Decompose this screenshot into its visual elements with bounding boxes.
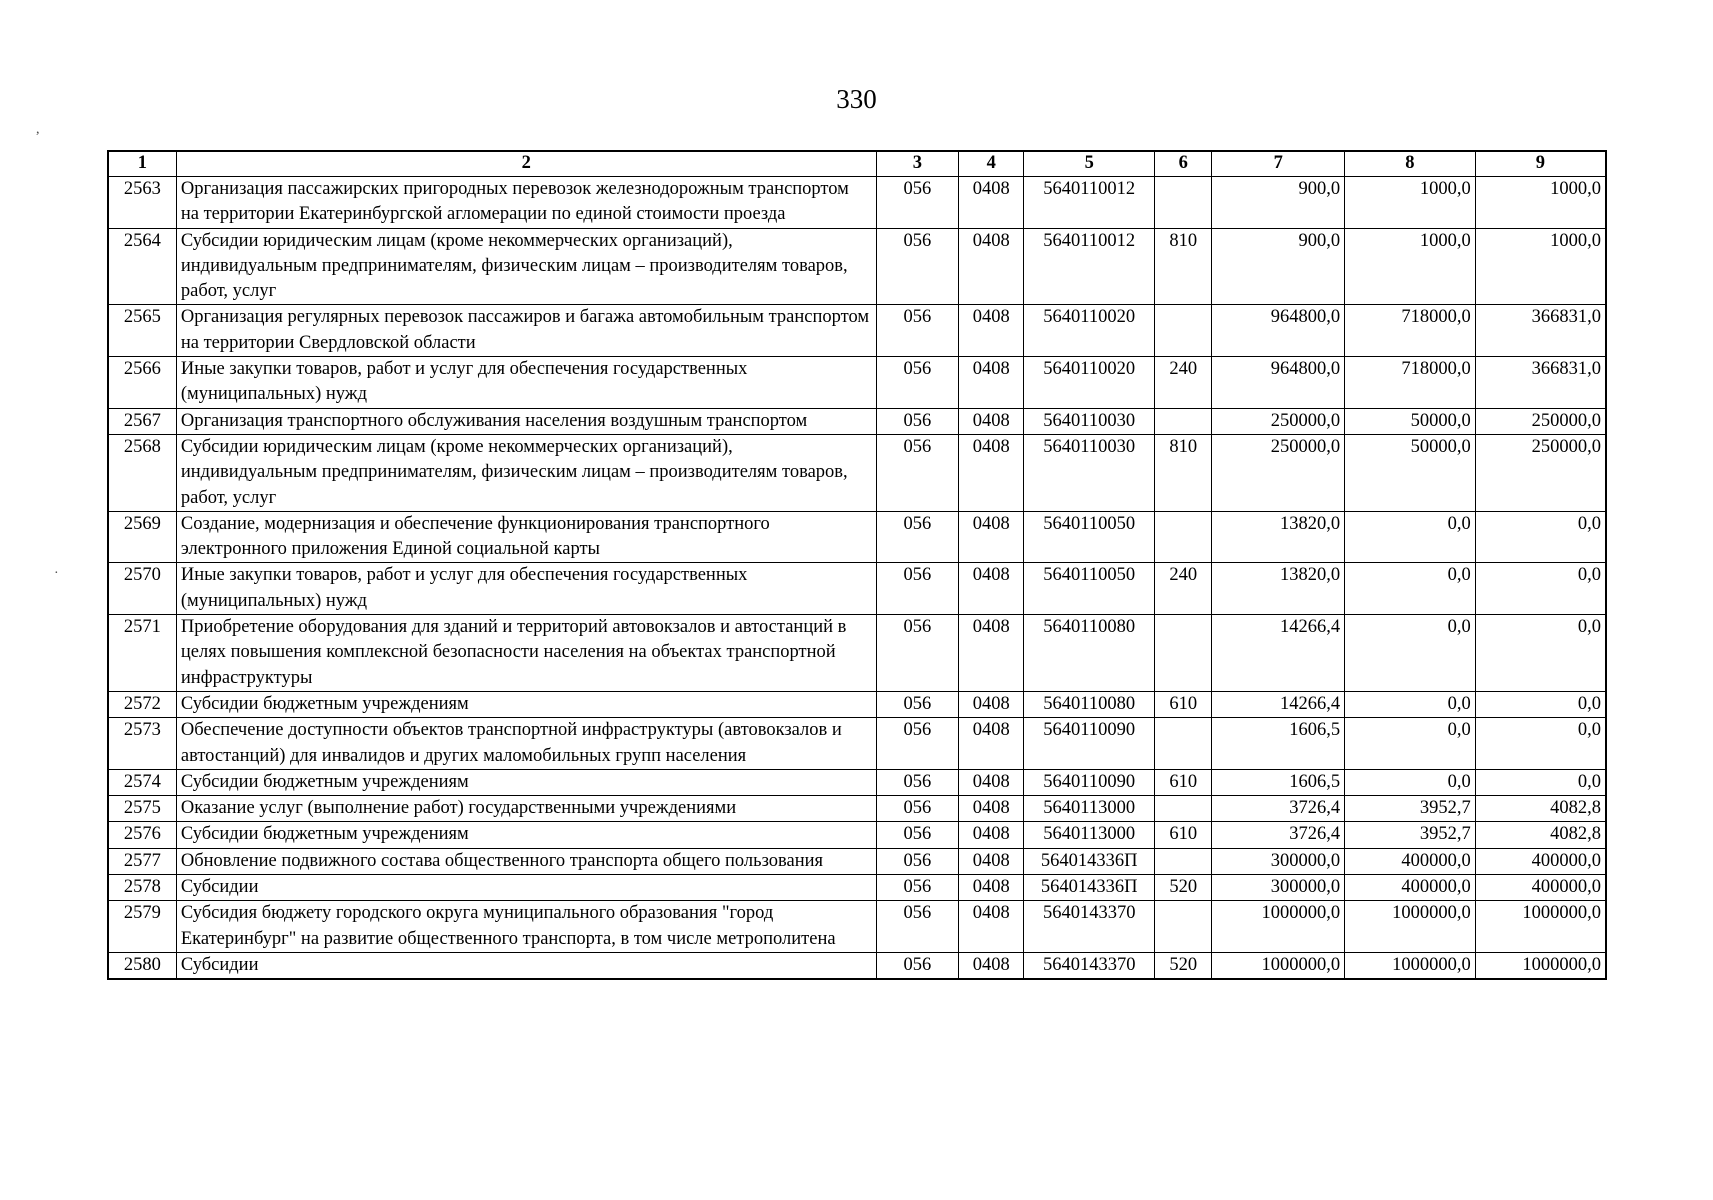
row-name: Субсидии <box>176 875 876 901</box>
value-col-9: 0,0 <box>1475 691 1606 717</box>
value-col-9: 1000000,0 <box>1475 952 1606 979</box>
code-ministry: 056 <box>876 796 958 822</box>
value-col-7: 300000,0 <box>1212 848 1345 874</box>
value-col-8: 400000,0 <box>1345 848 1476 874</box>
code-expense-type: 610 <box>1155 691 1212 717</box>
code-target: 5640110090 <box>1024 718 1155 770</box>
col-header-3: 3 <box>876 151 958 177</box>
code-target: 5640143370 <box>1024 952 1155 979</box>
value-col-9: 0,0 <box>1475 511 1606 563</box>
code-ministry: 056 <box>876 357 958 409</box>
value-col-8: 3952,7 <box>1345 822 1476 848</box>
value-col-8: 1000,0 <box>1345 228 1476 305</box>
code-ministry: 056 <box>876 691 958 717</box>
value-col-8: 1000000,0 <box>1345 901 1476 953</box>
code-section: 0408 <box>959 875 1024 901</box>
row-number: 2576 <box>108 822 176 848</box>
value-col-9: 1000000,0 <box>1475 901 1606 953</box>
table-row <box>108 848 1606 874</box>
code-section: 0408 <box>959 952 1024 979</box>
value-col-8: 0,0 <box>1345 511 1476 563</box>
value-col-9: 4082,8 <box>1475 796 1606 822</box>
code-ministry: 056 <box>876 615 958 692</box>
table-row <box>108 563 1606 615</box>
row-number: 2566 <box>108 357 176 409</box>
table-row <box>108 305 1606 357</box>
value-col-8: 718000,0 <box>1345 305 1476 357</box>
code-target: 5640110050 <box>1024 563 1155 615</box>
value-col-9: 0,0 <box>1475 615 1606 692</box>
code-target: 5640110012 <box>1024 228 1155 305</box>
row-number: 2572 <box>108 691 176 717</box>
table-row <box>108 434 1606 511</box>
col-header-8: 8 <box>1345 151 1476 177</box>
row-name: Иные закупки товаров, работ и услуг для обеспечения государственных (муниципальных) нужд <box>176 563 876 615</box>
code-target: 5640110030 <box>1024 434 1155 511</box>
value-col-7: 3726,4 <box>1212 822 1345 848</box>
value-col-9: 366831,0 <box>1475 357 1606 409</box>
code-section: 0408 <box>959 228 1024 305</box>
row-number: 2573 <box>108 718 176 770</box>
table-row <box>108 875 1606 901</box>
code-section: 0408 <box>959 177 1024 229</box>
row-name: Субсидии юридическим лицам (кроме некоммерческих организаций), индивидуальным предпринимателям, физическим лицам – производителям товаров, работ, услуг <box>176 228 876 305</box>
value-col-8: 0,0 <box>1345 615 1476 692</box>
value-col-9: 0,0 <box>1475 769 1606 795</box>
code-section: 0408 <box>959 691 1024 717</box>
value-col-8: 3952,7 <box>1345 796 1476 822</box>
code-ministry: 056 <box>876 875 958 901</box>
value-col-7: 3726,4 <box>1212 796 1345 822</box>
code-section: 0408 <box>959 769 1024 795</box>
code-section: 0408 <box>959 901 1024 953</box>
code-ministry: 056 <box>876 769 958 795</box>
value-col-9: 250000,0 <box>1475 434 1606 511</box>
row-name: Субсидии юридическим лицам (кроме некоммерческих организаций), индивидуальным предпринимателям, физическим лицам – производителям товаров, работ, услуг <box>176 434 876 511</box>
col-header-4: 4 <box>959 151 1024 177</box>
value-col-8: 0,0 <box>1345 718 1476 770</box>
row-name: Субсидии <box>176 952 876 979</box>
row-name: Субсидии бюджетным учреждениям <box>176 769 876 795</box>
value-col-7: 250000,0 <box>1212 408 1345 434</box>
value-col-9: 1000,0 <box>1475 177 1606 229</box>
code-target: 5640110020 <box>1024 357 1155 409</box>
row-number: 2564 <box>108 228 176 305</box>
value-col-7: 964800,0 <box>1212 305 1345 357</box>
value-col-7: 14266,4 <box>1212 691 1345 717</box>
code-target: 564014336П <box>1024 875 1155 901</box>
table-row <box>108 691 1606 717</box>
value-col-8: 400000,0 <box>1345 875 1476 901</box>
table-row <box>108 228 1606 305</box>
code-target: 5640110050 <box>1024 511 1155 563</box>
code-target: 5640110012 <box>1024 177 1155 229</box>
row-name: Обеспечение доступности объектов транспортной инфраструктуры (автовокзалов и автостанций) для инвалидов и других маломобильных групп населения <box>176 718 876 770</box>
row-number: 2570 <box>108 563 176 615</box>
row-number: 2563 <box>108 177 176 229</box>
value-col-7: 13820,0 <box>1212 511 1345 563</box>
code-section: 0408 <box>959 718 1024 770</box>
table-row <box>108 408 1606 434</box>
code-target: 564014336П <box>1024 848 1155 874</box>
row-number: 2575 <box>108 796 176 822</box>
value-col-8: 50000,0 <box>1345 408 1476 434</box>
code-ministry: 056 <box>876 228 958 305</box>
value-col-7: 900,0 <box>1212 228 1345 305</box>
code-ministry: 056 <box>876 901 958 953</box>
code-expense-type: 610 <box>1155 769 1212 795</box>
value-col-8: 0,0 <box>1345 769 1476 795</box>
code-expense-type: 240 <box>1155 357 1212 409</box>
code-section: 0408 <box>959 305 1024 357</box>
row-number: 2571 <box>108 615 176 692</box>
row-number: 2577 <box>108 848 176 874</box>
row-name: Организация регулярных перевозок пассажиров и багажа автомобильным транспортом на территории Свердловской области <box>176 305 876 357</box>
code-target: 5640113000 <box>1024 822 1155 848</box>
code-ministry: 056 <box>876 848 958 874</box>
col-header-1: 1 <box>108 151 176 177</box>
code-target: 5640110030 <box>1024 408 1155 434</box>
code-ministry: 056 <box>876 434 958 511</box>
code-expense-type <box>1155 305 1212 357</box>
budget-table <box>107 150 1607 980</box>
row-number: 2567 <box>108 408 176 434</box>
code-section: 0408 <box>959 357 1024 409</box>
code-ministry: 056 <box>876 177 958 229</box>
code-ministry: 056 <box>876 952 958 979</box>
scan-mark: , <box>36 122 40 137</box>
value-col-8: 1000,0 <box>1345 177 1476 229</box>
row-name: Субсидия бюджету городского округа муниципального образования "город Екатеринбург" на развитие общественного транспорта, в том числе метрополитена <box>176 901 876 953</box>
code-expense-type: 810 <box>1155 434 1212 511</box>
col-header-6: 6 <box>1155 151 1212 177</box>
value-col-8: 0,0 <box>1345 563 1476 615</box>
code-expense-type <box>1155 901 1212 953</box>
value-col-7: 1000000,0 <box>1212 952 1345 979</box>
table-row <box>108 901 1606 953</box>
code-target: 5640110080 <box>1024 615 1155 692</box>
row-number: 2565 <box>108 305 176 357</box>
value-col-8: 0,0 <box>1345 691 1476 717</box>
code-section: 0408 <box>959 563 1024 615</box>
value-col-9: 250000,0 <box>1475 408 1606 434</box>
row-number: 2568 <box>108 434 176 511</box>
page-number: 330 <box>836 84 877 114</box>
row-number: 2578 <box>108 875 176 901</box>
table-row <box>108 822 1606 848</box>
code-expense-type <box>1155 511 1212 563</box>
code-section: 0408 <box>959 408 1024 434</box>
value-col-7: 13820,0 <box>1212 563 1345 615</box>
value-col-7: 1606,5 <box>1212 769 1345 795</box>
code-expense-type: 810 <box>1155 228 1212 305</box>
table-row <box>108 177 1606 229</box>
value-col-9: 1000,0 <box>1475 228 1606 305</box>
row-name: Организация транспортного обслуживания населения воздушным транспортом <box>176 408 876 434</box>
header-row <box>108 151 1606 177</box>
value-col-7: 964800,0 <box>1212 357 1345 409</box>
row-name: Приобретение оборудования для зданий и территорий автовокзалов и автостанций в целях повышения комплексной безопасности населения на объектах транспортной инфраструктуры <box>176 615 876 692</box>
code-section: 0408 <box>959 434 1024 511</box>
scan-mark: · <box>54 566 59 581</box>
value-col-7: 300000,0 <box>1212 875 1345 901</box>
code-ministry: 056 <box>876 511 958 563</box>
code-ministry: 056 <box>876 408 958 434</box>
row-name: Организация пассажирских пригородных перевозок железнодорожным транспортом на территории Екатеринбургской агломерации по единой стоимости проезда <box>176 177 876 229</box>
value-col-9: 366831,0 <box>1475 305 1606 357</box>
row-name: Субсидии бюджетным учреждениям <box>176 822 876 848</box>
code-section: 0408 <box>959 822 1024 848</box>
value-col-8: 1000000,0 <box>1345 952 1476 979</box>
col-header-2: 2 <box>176 151 876 177</box>
value-col-7: 1606,5 <box>1212 718 1345 770</box>
value-col-9: 400000,0 <box>1475 848 1606 874</box>
code-ministry: 056 <box>876 563 958 615</box>
value-col-9: 4082,8 <box>1475 822 1606 848</box>
table-row <box>108 769 1606 795</box>
row-number: 2574 <box>108 769 176 795</box>
code-expense-type: 520 <box>1155 875 1212 901</box>
table-row <box>108 511 1606 563</box>
code-target: 5640110020 <box>1024 305 1155 357</box>
code-ministry: 056 <box>876 305 958 357</box>
row-number: 2569 <box>108 511 176 563</box>
code-target: 5640110090 <box>1024 769 1155 795</box>
row-name: Обновление подвижного состава общественного транспорта общего пользования <box>176 848 876 874</box>
table-row <box>108 615 1606 692</box>
value-col-9: 0,0 <box>1475 563 1606 615</box>
table-row <box>108 718 1606 770</box>
row-name: Иные закупки товаров, работ и услуг для обеспечения государственных (муниципальных) нужд <box>176 357 876 409</box>
code-section: 0408 <box>959 848 1024 874</box>
col-header-5: 5 <box>1024 151 1155 177</box>
code-expense-type: 240 <box>1155 563 1212 615</box>
code-expense-type: 520 <box>1155 952 1212 979</box>
table-row <box>108 796 1606 822</box>
code-target: 5640143370 <box>1024 901 1155 953</box>
row-number: 2580 <box>108 952 176 979</box>
value-col-7: 14266,4 <box>1212 615 1345 692</box>
table-row <box>108 357 1606 409</box>
value-col-9: 0,0 <box>1475 718 1606 770</box>
col-header-9: 9 <box>1475 151 1606 177</box>
col-header-7: 7 <box>1212 151 1345 177</box>
row-name: Субсидии бюджетным учреждениям <box>176 691 876 717</box>
code-expense-type: 610 <box>1155 822 1212 848</box>
table-row <box>108 952 1606 979</box>
code-expense-type <box>1155 615 1212 692</box>
value-col-8: 50000,0 <box>1345 434 1476 511</box>
row-name: Создание, модернизация и обеспечение функционирования транспортного электронного приложения Единой социальной карты <box>176 511 876 563</box>
code-section: 0408 <box>959 615 1024 692</box>
value-col-7: 250000,0 <box>1212 434 1345 511</box>
code-target: 5640113000 <box>1024 796 1155 822</box>
code-expense-type <box>1155 796 1212 822</box>
code-expense-type <box>1155 177 1212 229</box>
code-expense-type <box>1155 718 1212 770</box>
code-expense-type <box>1155 408 1212 434</box>
code-target: 5640110080 <box>1024 691 1155 717</box>
value-col-7: 900,0 <box>1212 177 1345 229</box>
value-col-8: 718000,0 <box>1345 357 1476 409</box>
row-name: Оказание услуг (выполнение работ) государственными учреждениями <box>176 796 876 822</box>
value-col-9: 400000,0 <box>1475 875 1606 901</box>
code-ministry: 056 <box>876 822 958 848</box>
code-section: 0408 <box>959 796 1024 822</box>
value-col-7: 1000000,0 <box>1212 901 1345 953</box>
code-ministry: 056 <box>876 718 958 770</box>
row-number: 2579 <box>108 901 176 953</box>
code-expense-type <box>1155 848 1212 874</box>
code-section: 0408 <box>959 511 1024 563</box>
